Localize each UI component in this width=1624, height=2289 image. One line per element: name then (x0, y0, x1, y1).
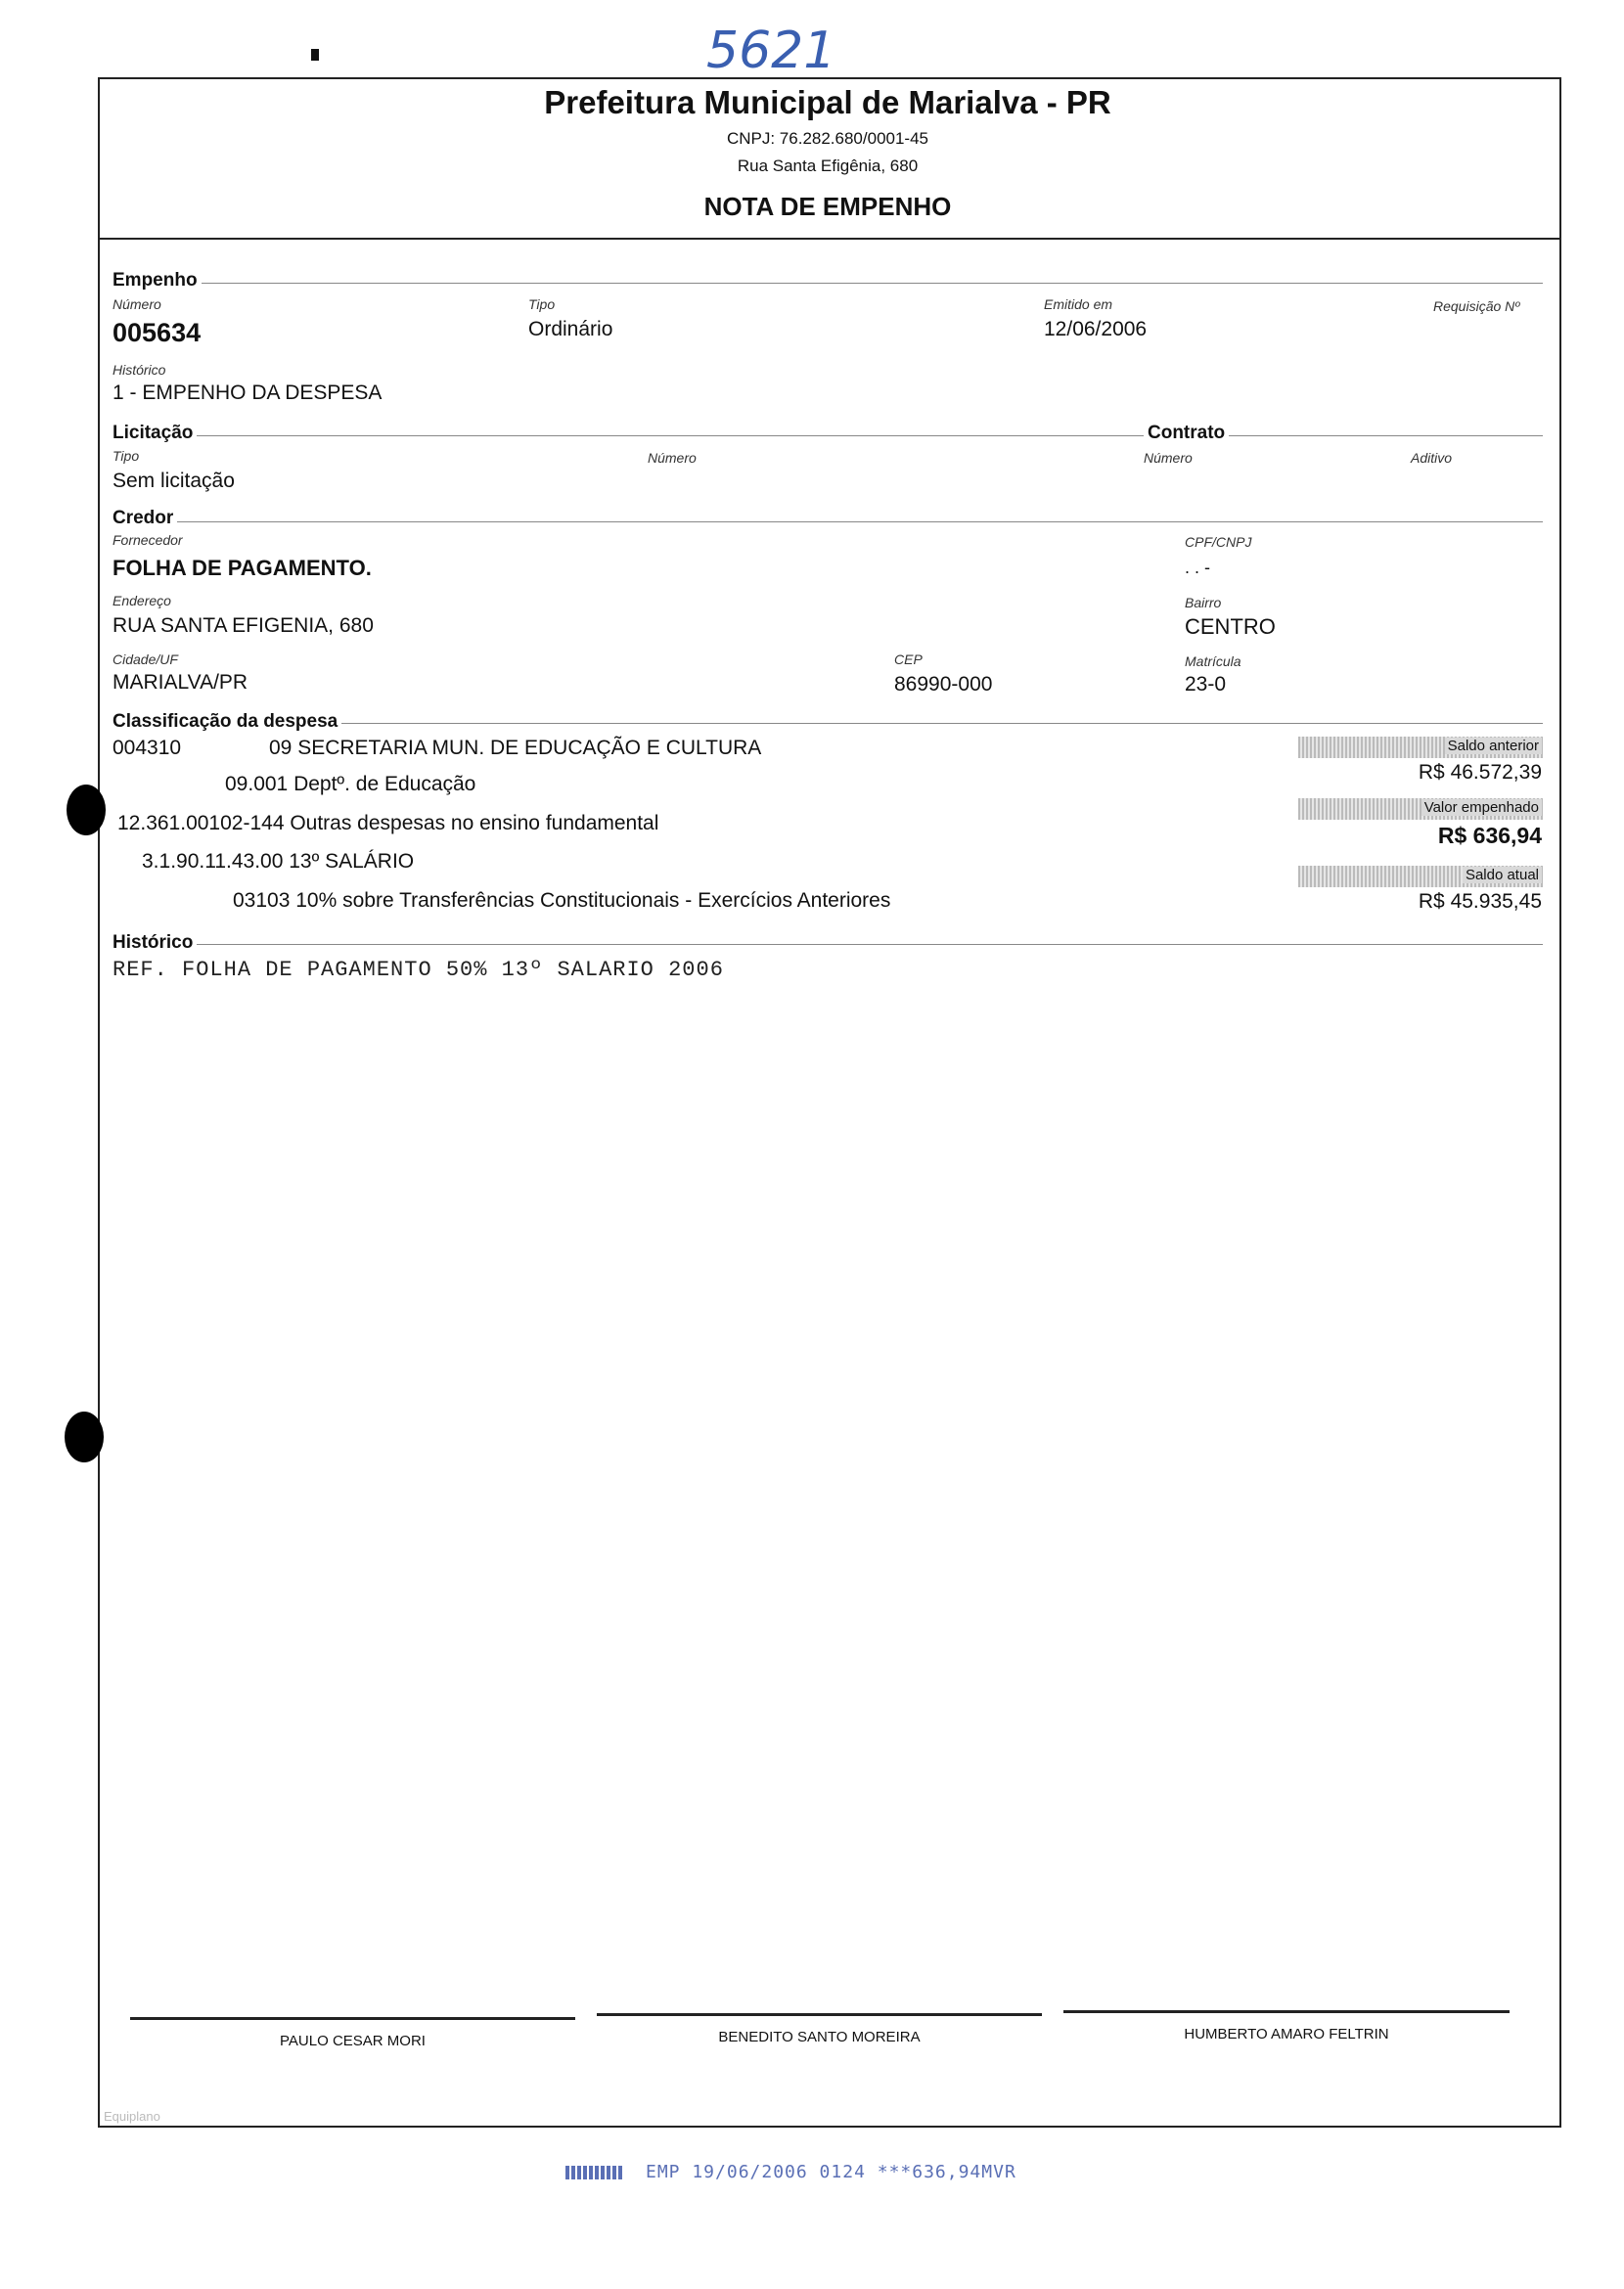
historico-text: REF. FOLHA DE PAGAMENTO 50% 13º SALARIO 2006 (113, 958, 724, 982)
document-title: NOTA DE EMPENHO (703, 192, 952, 221)
saldo-atual-label: Saldo atual (1463, 867, 1542, 883)
cep-value: 86990-000 (894, 673, 993, 696)
endereco-label: Endereço (113, 593, 171, 608)
departamento-value: 09.001 Deptº. de Educação (225, 773, 476, 795)
municipality-title: Prefeitura Municipal de Marialva - PR (544, 84, 1111, 120)
emitido-em-label: Emitido em (1044, 296, 1113, 312)
natureza-value: 3.1.90.11.43.00 13º SALÁRIO (142, 850, 415, 873)
handwritten-page-number: 5621 (706, 22, 836, 80)
saldo-anterior-value: R$ 46.572,39 (1418, 761, 1542, 784)
saldo-atual-value: R$ 45.935,45 (1418, 890, 1542, 913)
matricula-label: Matrícula (1185, 653, 1241, 669)
saldo-anterior-label: Saldo anterior (1445, 738, 1542, 754)
validation-stamp: EMP 19/06/2006 0124 ***636,94MVR (646, 2162, 1016, 2182)
cnpj-text: CNPJ: 76.282.680/0001-45 (726, 129, 929, 148)
credor-section-label: Credor (113, 508, 177, 529)
fonte-value: 03103 10% sobre Transferências Constitucionais - Exercícios Anteriores (233, 889, 891, 912)
empenho-tipo-label: Tipo (528, 296, 556, 312)
classificacao-section-label: Classificação da despesa (113, 711, 341, 733)
bairro-label: Bairro (1185, 595, 1222, 610)
licitacao-section-label: Licitação (113, 423, 197, 444)
historico-section-label: Histórico (113, 932, 197, 954)
licitacao-tipo-label: Tipo (113, 448, 140, 464)
empenho-historico: 1 - EMPENHO DA DESPESA (113, 382, 383, 404)
emitido-em-date: 12/06/2006 (1044, 318, 1148, 340)
empenho-numero-label: Número (113, 296, 161, 312)
cidade-value: MARIALVA/PR (113, 671, 248, 694)
stamp-mark-icon (565, 2166, 624, 2179)
cidade-label: Cidade/UF (113, 651, 178, 667)
matricula-value: 23-0 (1185, 673, 1227, 696)
punch-hole (65, 1412, 104, 1462)
requisicao-label: Requisição Nº (1433, 298, 1520, 314)
empenho-historico-label: Histórico (113, 362, 166, 378)
funcional-value: 12.361.00102-144 Outras despesas no ensino fundamental (117, 812, 659, 834)
address-text: Rua Santa Efigênia, 680 (737, 157, 919, 175)
contrato-aditivo-label: Aditivo (1411, 450, 1453, 466)
signature-name-2: BENEDITO SANTO MOREIRA (718, 2029, 921, 2045)
empenho-numero: 005634 (113, 318, 202, 347)
contrato-section-label: Contrato (1144, 423, 1229, 444)
classificacao-code: 004310 (113, 737, 182, 759)
historico-rule (113, 944, 1543, 945)
secretaria-value: 09 SECRETARIA MUN. DE EDUCAÇÃO E CULTURA (269, 737, 762, 759)
licitacao-numero-label: Número (648, 450, 697, 466)
endereco-value: RUA SANTA EFIGENIA, 680 (113, 614, 374, 637)
fornecedor-value: FOLHA DE PAGAMENTO. (113, 556, 372, 580)
signature-line-3 (1063, 2010, 1510, 2013)
empenho-rule (113, 283, 1543, 284)
signature-name-1: PAULO CESAR MORI (280, 2033, 426, 2049)
cep-label: CEP (894, 651, 923, 667)
fornecedor-label: Fornecedor (113, 532, 183, 548)
bairro-value: CENTRO (1185, 614, 1276, 639)
header-divider (98, 238, 1559, 240)
punch-hole (67, 785, 106, 835)
empenho-tipo: Ordinário (528, 318, 613, 340)
credor-rule (113, 521, 1543, 522)
system-footer: Equiplano (104, 2109, 160, 2124)
scan-speck (311, 49, 319, 61)
contrato-numero-label: Número (1144, 450, 1193, 466)
signature-line-2 (597, 2013, 1042, 2016)
licitacao-rule (113, 435, 1543, 436)
cpf-cnpj-value: . . - (1185, 558, 1210, 577)
valor-empenhado-value: R$ 636,94 (1437, 823, 1542, 848)
signature-line-1 (130, 2017, 575, 2020)
valor-empenhado-label: Valor empenhado (1421, 799, 1542, 816)
empenho-section-label: Empenho (113, 270, 202, 292)
signature-name-3: HUMBERTO AMARO FELTRIN (1184, 2026, 1389, 2042)
cpf-cnpj-label: CPF/CNPJ (1185, 534, 1252, 550)
licitacao-tipo: Sem licitação (113, 470, 235, 492)
